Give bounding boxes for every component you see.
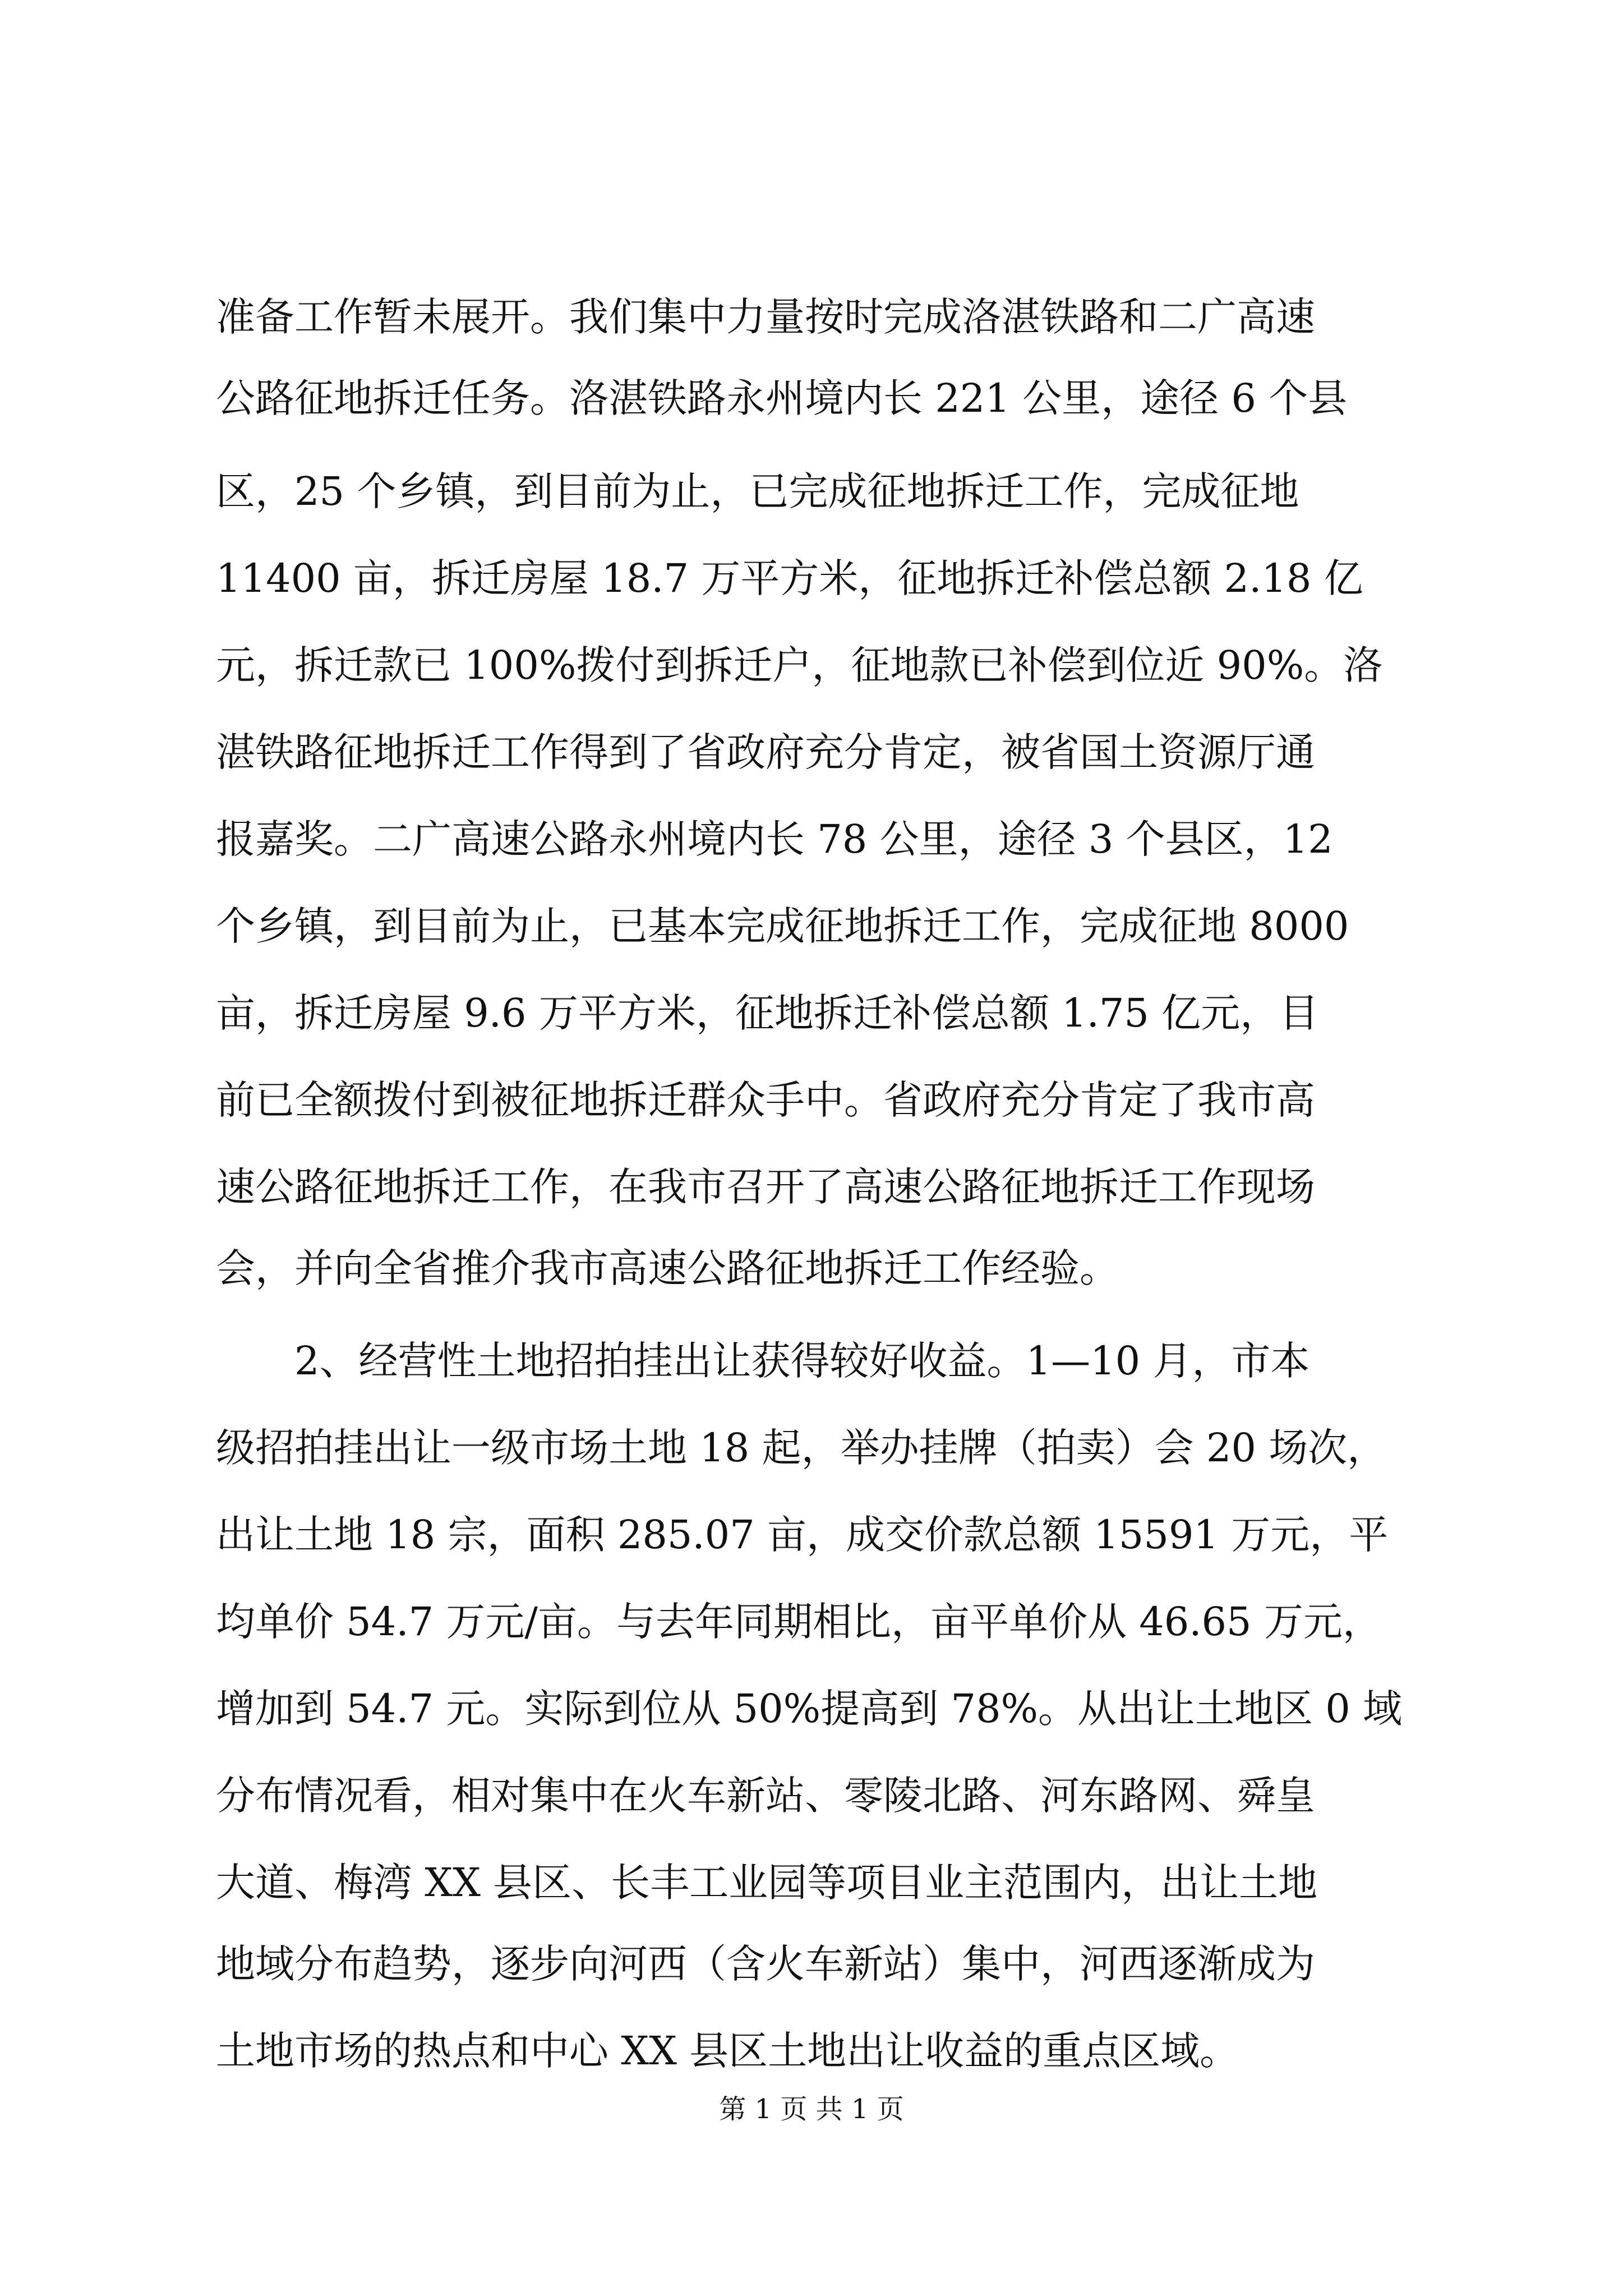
text-line: 分布情况看，相对集中在火车新站、零陵北路、河东路网、舜皇 <box>216 1773 1315 1819</box>
text-line: 报嘉奖。二广高速公路永州境内长 78 公里，途径 3 个县区，12 <box>216 816 1333 862</box>
text-line: 会，并向全省推介我市高速公路征地拆迁工作经验。 <box>216 1245 1119 1291</box>
text-line: 公路征地拆迁任务。洛湛铁路永州境内长 221 公里，途径 6 个县 <box>216 375 1348 421</box>
text-line: 前已全额拨付到被征地拆迁群众手中。省政府充分肯定了我市高 <box>216 1077 1315 1123</box>
text-line: 准备工作暂未展开。我们集中力量按时完成洛湛铁路和二广高速 <box>216 294 1315 340</box>
text-line: 11400 亩，拆迁房屋 18.7 万平方米，征地拆迁补偿总额 2.18 亿 <box>216 555 1363 601</box>
text-line: 速公路征地拆迁工作，在我市召开了高速公路征地拆迁工作现场 <box>216 1164 1315 1210</box>
text-line: 均单价 54.7 万元/亩。与去年同期相比，亩平单价从 46.65 万元， <box>216 1599 1382 1645</box>
text-line: 2、经营性土地招拍挂出让获得较好收益。1—10 月，市本 <box>216 1338 1310 1384</box>
text-line: 增加到 54.7 元。实际到位从 50%提高到 78%。从出让土地区 0 域 <box>216 1686 1403 1732</box>
text-line: 级招拍挂出让一级市场土地 18 起，举办挂牌（拍卖）会 20 场次， <box>216 1425 1387 1471</box>
text-line: 亩，拆迁房屋 9.6 万平方米，征地拆迁补偿总额 1.75 亿元，目 <box>216 990 1319 1036</box>
text-line: 土地市场的热点和中心 XX 县区土地出让收益的重点区域。 <box>216 2028 1239 2074</box>
text-line: 地域分布趋势，逐步向河西（含火车新站）集中，河西逐渐成为 <box>216 1941 1315 1987</box>
text-line: 湛铁路征地拆迁工作得到了省政府充分肯定，被省国土资源厅通 <box>216 729 1315 775</box>
text-line: 出让土地 18 宗，面积 285.07 亩，成交价款总额 15591 万元，平 <box>216 1512 1389 1558</box>
page-footer: 第 1 页 共 1 页 <box>719 2093 904 2125</box>
text-line: 区，25 个乡镇，到目前为止，已完成征地拆迁工作，完成征地 <box>216 468 1299 514</box>
text-line: 元，拆迁款已 100%拨付到拆迁户，征地款已补偿到位近 90%。洛 <box>216 642 1383 688</box>
text-line: 个乡镇，到目前为止，已基本完成征地拆迁工作，完成征地 8000 <box>216 903 1349 949</box>
text-line: 大道、梅湾 XX 县区、长丰工业园等项目业主范围内，出让土地 <box>216 1860 1318 1906</box>
